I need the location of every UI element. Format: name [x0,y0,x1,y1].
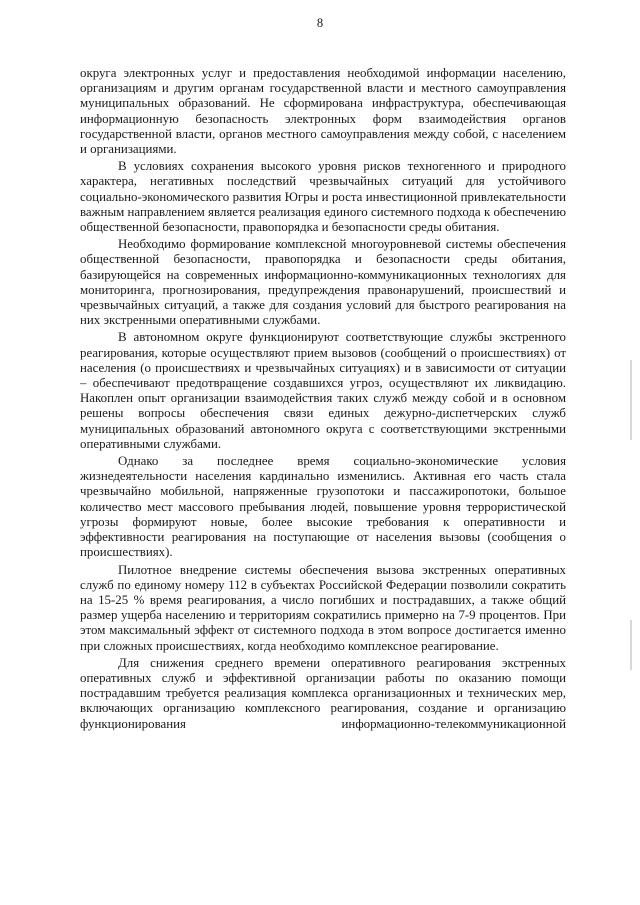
document-body [80,66,566,732]
paragraph-5: Однако за последнее время социально-экономические условия жизнедеятельности населения кардинально изменились. Активная его часть стала чрезвычайно мобильной, напряженные грузопотоки и пассажиропотоки, большое количество мест массового пребывания людей, повышение уровня террористической угрозы формируют новые, более высокие требования к оперативности и эффективности реагирования на поступающие от населения вызовы (сообщения о происшествиях). [80,454,566,560]
paragraph-2: В условиях сохранения высокого уровня рисков техногенного и природного характера, негативных последствий чрезвычайных ситуаций для устойчивого социально-экономического развития Югры и роста инвестиционной привлекательности важным направлением является реализация единого системного подхода к обеспечению общественной безопасности, правопорядка и безопасности среды обитания. [80,159,566,235]
page-number: 8 [316,16,324,30]
paragraph-4: В автономном округе функционируют соответствующие службы экстренного реагирования, которые осуществляют прием вызовов (сообщений о происшествиях) от населения (о происшествиях и чрезвычайных ситуациях) и в зависимости от ситуации – обеспечивают предотвращение создавшихся угроз, осуществляют их ликвидацию. Накоплен опыт организации взаимодействия таких служб между собой и в основном решены вопросы обеспечения связи единых дежурно-диспетчерских служб муниципальных образований автономного округа с соответствующими экстренными оперативными службами. [80,330,566,451]
scan-edge-mark [630,360,632,440]
scan-edge-mark [630,620,632,670]
paragraph-7: Для снижения среднего времени оперативного реагирования экстренных оперативных служб и эффективной организации работы по оказанию помощи пострадавшим требуется реализация комплекса организационных и технических мер, включающих организацию комплексного реагирования, создание и организацию функционирования информационно-телекоммуникационной [80,655,566,731]
paragraph-3: Необходимо формирование комплексной многоуровневой системы обеспечения общественной безопасности, правопорядка и безопасности среды обитания, базирующейся на современных информационно-коммуникационных технологиях для мониторинга, прогнозирования, предупреждения правонарушений, происшествий и чрезвычайных ситуаций, а также для создания условий для быстрого реагирования на них экстренными оперативными службами. [80,237,566,328]
paragraph-1: округа электронных услуг и предоставления необходимой информации населению, организациям и другим органам государственной власти и местного самоуправления муниципальных образований. Не сформирована инфраструктура, обеспечивающая информационную безопасность электронных форм взаимодействия органов государственной власти, органов местного самоуправления между собой, с населением и организациями. [80,66,566,157]
paragraph-6: Пилотное внедрение системы обеспечения вызова экстренных оперативных служб по единому номеру 112 в субъектах Российской Федерации позволили сократить на 15-25 % время реагирования, а число погибших и пострадавших, а также общий размер ущерба населению и территориям сократились примерно на 7-9 процентов. При этом максимальный эффект от системного подхода в этом вопросе достигается именно при сложных происшествиях, когда необходимо комплексное реагирование. [80,562,566,653]
